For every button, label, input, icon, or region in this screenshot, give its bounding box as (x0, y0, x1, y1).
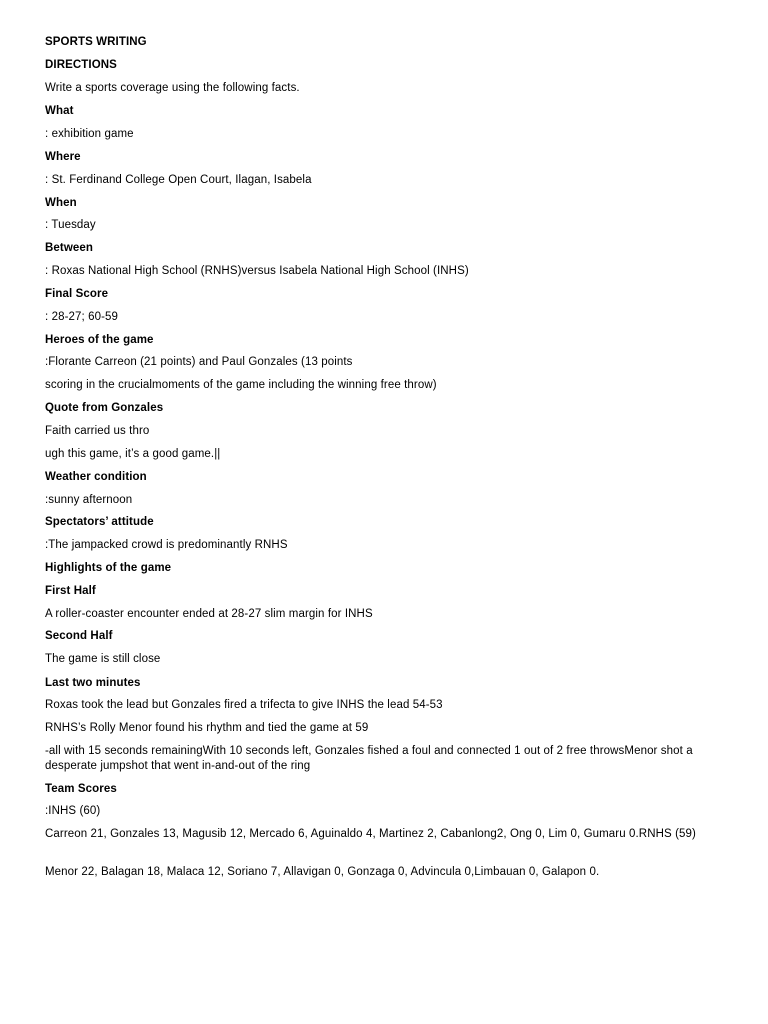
body-text: Faith carried us thro (45, 425, 150, 437)
section-label: Second Half (45, 630, 113, 642)
body-text: :sunny afternoon (45, 494, 133, 506)
body-text: : St. Ferdinand College Open Court, Ilagan, Isabela (45, 174, 312, 186)
body-text: : Roxas National High School (RNHS)versus Isabela National High School (INHS) (45, 265, 469, 277)
section-label: Last two minutes (45, 677, 141, 689)
section-label: Where (45, 151, 81, 163)
body-text: A roller-coaster encounter ended at 28-27 slim margin for INHS (45, 608, 373, 620)
section-label: DIRECTIONS (45, 59, 117, 71)
body-text: scoring in the crucialmoments of the game including the winning free throw) (45, 379, 437, 391)
section-label: Team Scores (45, 783, 117, 795)
section-label: Heroes of the game (45, 334, 154, 346)
section-label: Between (45, 242, 93, 254)
body-text: :Florante Carreon (21 points) and Paul Gonzales (13 points (45, 356, 353, 368)
body-text: Carreon 21, Gonzales 13, Magusib 12, Mercado 6, Aguinaldo 4, Martinez 2, Cabanlong2, Ong 0, Lim 0, Gumaru 0.RNHS (59) (45, 828, 696, 840)
body-text: Roxas took the lead but Gonzales fired a trifecta to give INHS the lead 54-53 (45, 699, 443, 711)
body-text: : 28-27; 60-59 (45, 311, 119, 323)
body-text: Write a sports coverage using the following facts. (45, 82, 300, 94)
body-text: :The jampacked crowd is predominantly RNHS (45, 539, 288, 551)
body-text: : exhibition game (45, 128, 134, 140)
body-text: RNHS’s Rolly Menor found his rhythm and tied the game at 59 (45, 722, 369, 734)
section-label: What (45, 105, 74, 117)
body-text: The game is still close (45, 653, 161, 665)
body-text: : Tuesday (45, 219, 96, 231)
section-label: Final Score (45, 288, 109, 300)
section-label: Quote from Gonzales (45, 402, 164, 414)
body-text: :INHS (60) (45, 805, 101, 817)
section-label: Weather condition (45, 471, 147, 483)
body-text: Menor 22, Balagan 18, Malaca 12, Soriano 7, Allavigan 0, Gonzaga 0, Advincula 0,Limbauan 0, Galapon 0. (45, 866, 600, 878)
section-label: First Half (45, 585, 96, 597)
section-label: When (45, 197, 77, 209)
body-text: ugh this game, it’s a good game.|| (45, 448, 221, 460)
section-label: Highlights of the game (45, 562, 172, 574)
section-label: SPORTS WRITING (45, 36, 147, 48)
body-text: -all with 15 seconds remainingWith 10 seconds left, Gonzales fished a foul and connected 1 out of 2 free throwsMenor shot a desperate jumpshot that went in-and-out of the ring (45, 745, 693, 772)
section-label: Spectators’ attitude (45, 516, 154, 528)
